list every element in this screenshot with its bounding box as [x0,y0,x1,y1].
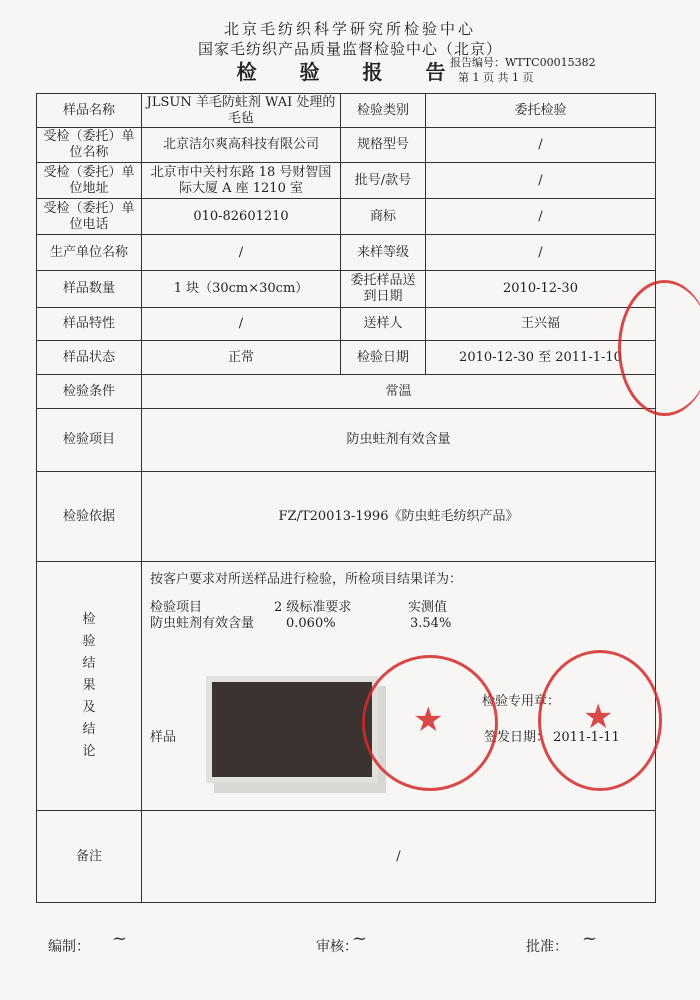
result-intro: 按客户要求对所送样品进行检验，所检项目结果详为： [150,572,463,587]
result-label: 检验结果及结论 [82,612,96,759]
field-label: 生产单位名称 [37,235,142,271]
result-row-actual: 3.54% [410,616,452,631]
field-value: / [426,235,656,271]
field-value: 北京市中关村东路 18 号财智国际大厦 A 座 1210 室 [142,163,341,199]
items-value: 防虫蛀剂有效含量 [142,409,656,472]
field-label: 样品数量 [37,271,142,308]
field-value: / [426,128,656,163]
field-label: 检验条件 [37,375,142,409]
field-label: 检验类别 [341,94,426,128]
field-value: 1 块（30cm×30cm） [142,271,341,308]
result-col-requirement: 2 级标准要求 [274,600,352,615]
table-row [37,409,656,472]
table-row [37,163,656,199]
field-value: 010-82601210 [142,199,341,235]
table-row [37,199,656,235]
field-label: 备注 [37,811,142,903]
table-row [37,235,656,271]
result-col-actual: 实测值 [408,600,448,615]
institute-name: 北京毛纺织科学研究所检验中心 [223,20,476,38]
page-edge-seal [618,280,700,416]
result-col-item: 检验项目 [150,600,203,615]
approved-by-label: 批准： [526,939,568,955]
inspection-seal [362,655,498,791]
table-row [37,128,656,163]
field-label: 受检（委托）单位名称 [37,128,142,163]
field-value: 委托检验 [426,94,656,128]
field-value: JLSUN 羊毛防蛀剂 WAI 处理的毛毡 [142,94,341,128]
field-value: / [426,199,656,235]
result-row-requirement: 0.060% [286,616,336,631]
sign-date: 签发日期： 2011-1-11 [484,730,620,745]
field-label: 委托样品送到日期 [341,271,426,308]
field-label: 样品名称 [37,94,142,128]
field-value: 正常 [142,341,341,375]
compiler-signature: ~ [112,928,128,949]
field-label: 来样等级 [341,235,426,271]
sample-swatch [212,682,372,777]
field-value: / [426,163,656,199]
table-row [37,375,656,409]
conditions-value: 常温 [142,375,656,409]
national-center-seal [538,650,662,791]
field-label: 批号/款号 [341,163,426,199]
reviewed-by-label: 审核： [316,939,358,955]
sample-label: 样品 [150,730,177,745]
result-row-item: 防虫蛀剂有效含量 [150,616,255,631]
field-value: 2010-12-30 [426,271,656,308]
star-icon: ★ [413,700,444,740]
field-label: 规格型号 [341,128,426,163]
reviewer-signature: ~ [352,928,368,949]
field-label: 商标 [341,199,426,235]
field-label: 检验日期 [341,341,426,375]
field-label: 受检（委托）单位地址 [37,163,142,199]
table-row [37,472,656,562]
field-label: 送样人 [341,308,426,341]
approver-signature: ~ [582,928,598,949]
report-number: 报告编号：WTTC00015382 [450,56,596,69]
field-label: 受检（委托）单位电话 [37,199,142,235]
remarks-value: / [142,811,656,903]
field-value: 2010-12-30 至 2011-1-10 [426,341,656,375]
field-label: 检验依据 [37,472,142,562]
field-value: / [142,235,341,271]
field-value: 王兴福 [426,308,656,341]
page-number: 第 1 页 共 1 页 [458,71,534,84]
center-name: 国家毛纺织产品质量监督检验中心（北京） [197,40,502,58]
report-table [36,93,656,903]
field-label: 样品状态 [37,341,142,375]
field-value: 北京洁尔爽高科技有限公司 [142,128,341,163]
seal-label: 检验专用章： [482,694,561,709]
table-row [37,341,656,375]
report-title: 检 验 报 告 [236,60,464,84]
compiled-by-label: 编制： [48,939,90,955]
field-label: 样品特性 [37,308,142,341]
star-icon: ★ [583,697,614,737]
field-value: / [142,308,341,341]
table-row [37,811,656,903]
table-row [37,271,656,308]
basis-value: FZ/T20013-1996《防虫蛀毛纺织产品》 [142,472,656,562]
table-row [37,94,656,128]
field-label: 检验项目 [37,409,142,472]
table-row [37,308,656,341]
